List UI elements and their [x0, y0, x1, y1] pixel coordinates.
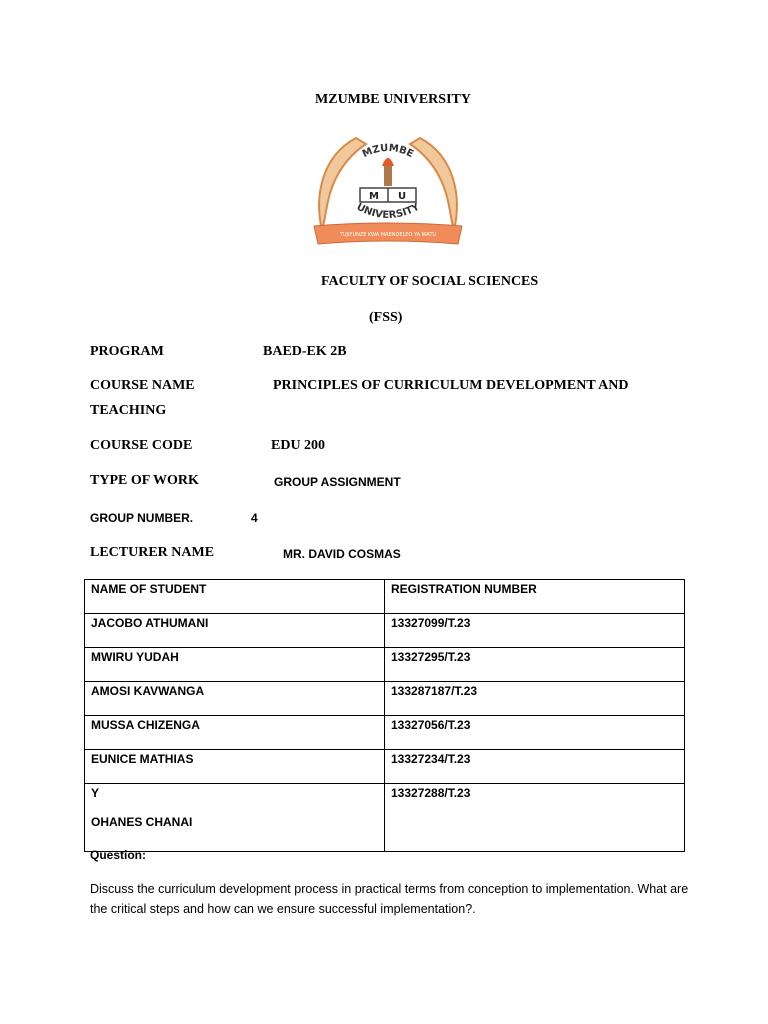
type-of-work-label: TYPE OF WORK: [90, 473, 199, 488]
table-header-name: NAME OF STUDENT: [85, 580, 385, 614]
logo-letter-left: M: [369, 191, 379, 202]
question-label: Question:: [90, 848, 146, 862]
program-value: BAED-EK 2B: [263, 344, 347, 359]
student-name: JACOBO ATHUMANI: [85, 614, 385, 648]
logo-left-tusk: [319, 138, 366, 230]
faculty-abbreviation: (FSS): [369, 310, 403, 325]
registration-number: 13327288/T.23: [385, 784, 685, 852]
svg-text:UNIVERSITY: [355, 201, 423, 221]
course-name-label: COURSE NAME: [90, 378, 195, 393]
table-row: [85, 614, 685, 648]
logo-bottom-text: UNIVERSITY: [354, 201, 422, 222]
table-row: [85, 648, 685, 682]
lecturer-value: MR. DAVID COSMAS: [283, 547, 401, 561]
course-name-continuation: TEACHING: [90, 403, 167, 418]
students-table: [84, 579, 685, 852]
group-number-label: GROUP NUMBER.: [90, 511, 194, 525]
university-title: MZUMBE UNIVERSITY: [315, 92, 471, 107]
table-header-row: [85, 580, 685, 614]
lecturer-label: LECTURER NAME: [90, 545, 215, 560]
table-row: [85, 716, 685, 750]
student-name: AMOSI KAVWANGA: [85, 682, 385, 716]
student-name: [85, 784, 385, 852]
registration-number: 133287187/T.23: [385, 682, 685, 716]
table-row: [85, 784, 685, 852]
course-code-label: COURSE CODE: [90, 438, 193, 453]
student-name-line1: Y: [91, 786, 100, 800]
student-name: MWIRU YUDAH: [85, 648, 385, 682]
logo-motto: TUJIFUNZE KWA MAENDELEO YA WATU: [339, 232, 437, 238]
type-of-work-value: GROUP ASSIGNMENT: [274, 475, 401, 489]
svg-text:MZUMBE: [361, 143, 415, 160]
program-label: PROGRAM: [90, 344, 164, 359]
registration-number: 13327099/T.23: [385, 614, 685, 648]
student-name: MUSSA CHIZENGA: [85, 716, 385, 750]
logo-right-tusk: [410, 138, 457, 230]
student-name-line2: OHANES CHANAI: [91, 815, 193, 829]
table-row: [85, 682, 685, 716]
table-header-registration: REGISTRATION NUMBER: [385, 580, 685, 614]
logo-letter-right: U: [397, 191, 407, 202]
group-number-value: 4: [251, 511, 258, 525]
registration-number: 13327234/T.23: [385, 750, 685, 784]
student-name: EUNICE MATHIAS: [85, 750, 385, 784]
question-text: Discuss the curriculum development process in practical terms from conception to implementation. What are the critical steps and how can we ensure successful implementation?.: [90, 882, 689, 916]
logo-top-text: MZUMBE: [360, 142, 416, 161]
registration-number: 13327056/T.23: [385, 716, 685, 750]
table-row: [85, 750, 685, 784]
registration-number: 13327295/T.23: [385, 648, 685, 682]
faculty-name: FACULTY OF SOCIAL SCIENCES: [321, 274, 539, 289]
course-code-value: EDU 200: [271, 438, 326, 453]
university-logo: [308, 126, 468, 258]
course-name-value: PRINCIPLES OF CURRICULUM DEVELOPMENT AND: [273, 378, 629, 393]
